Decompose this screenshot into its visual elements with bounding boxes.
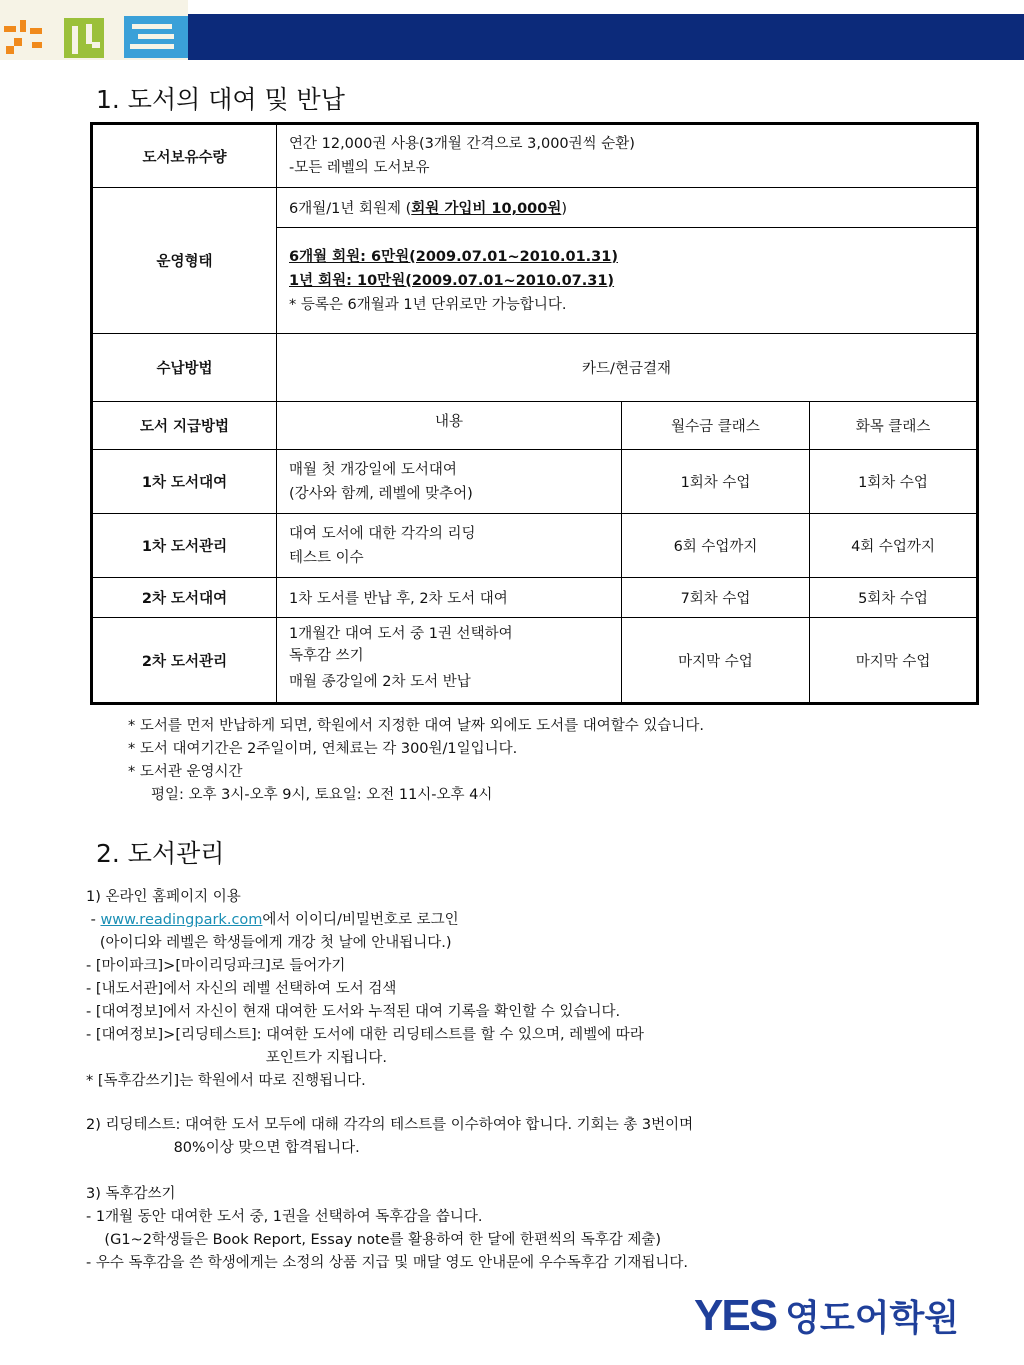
row-label: 1차 도서관리 <box>92 514 277 578</box>
dash: - <box>86 912 101 928</box>
row-mwf: 마지막 수업 <box>622 618 810 704</box>
row-content: 1차 도서를 반납 후, 2차 도서 대여 <box>277 578 622 618</box>
row-tt: 1회차 수업 <box>810 450 978 514</box>
holding-line1: 연간 12,000권 사용(3개월 간격으로 3,000권씩 순환) <box>289 136 635 152</box>
payment-value: 카드/현금결재 <box>277 334 978 402</box>
operation-label: 운영형태 <box>92 188 277 334</box>
table-row <box>92 450 978 514</box>
holding-label: 도서보유수량 <box>92 124 277 188</box>
row-mwf: 7회차 수업 <box>622 578 810 618</box>
p3-line: 3) 독후감쓰기 <box>86 1186 176 1202</box>
p1-line: * [독후감쓰기]는 학원에서 따로 진행됩니다. <box>86 1073 366 1089</box>
holding-line2: -모든 레벨의 도서보유 <box>289 160 430 176</box>
p1-line: - [대여정보]에서 자신이 현재 대여한 도서와 누적된 대여 기록을 확인할 수 있습니다. <box>86 1004 621 1020</box>
yes-logo <box>694 1290 994 1344</box>
section2-title: 2. 도서관리 <box>96 839 225 868</box>
row-tt: 마지막 수업 <box>810 618 978 704</box>
section1-title: 1. 도서의 대여 및 반납 <box>96 85 345 114</box>
row-content <box>277 450 622 514</box>
row-content-line: 매월 첫 개강일에 도서대여 <box>289 461 457 478</box>
p1-line: - [마이파크]>[마이리딩파크]로 들어가기 <box>86 958 346 974</box>
banner-decoration <box>0 0 188 60</box>
p1-line: (아이디와 레벨은 학생들에게 개강 첫 날에 안내됩니다.) <box>86 935 452 951</box>
membership-fee: 회원 가입비 10,000원 <box>411 201 562 217</box>
logo-academy-name: 영도어학원 <box>785 1298 960 1339</box>
membership-cell <box>277 188 978 228</box>
logo-yes: YES <box>694 1291 777 1340</box>
row-content-line: 매월 종강일에 2차 도서 반납 <box>289 674 471 690</box>
row-content <box>277 514 622 578</box>
row-content-line: (강사와 함께, 레벨에 맞추어) <box>289 485 473 502</box>
p1-line: 포인트가 지됩니다. <box>86 1050 388 1066</box>
banner-bar <box>188 14 1024 60</box>
p1-login-line <box>86 909 459 932</box>
header-method: 도서 지급방법 <box>92 402 277 450</box>
p3-line: - 1개월 동안 대여한 도서 중, 1권을 선택하여 독후감을 씁니다. <box>86 1209 483 1225</box>
header-mwf: 월수금 클래스 <box>622 402 810 450</box>
row-content <box>277 618 622 704</box>
p2-line: 2) 리딩테스트: 대여한 도서 모두에 대해 각각의 테스트를 이수하여야 합니다. 기회는 총 3번이며 <box>86 1117 694 1133</box>
row-content-line: 테스트 이수 <box>289 549 364 566</box>
decorative-pattern-icon <box>0 0 188 60</box>
p2-line: 80%이상 맞으면 합격됩니다. <box>86 1140 360 1156</box>
p3-line: (G1~2학생들은 Book Report, Essay note를 활용하여 한 달에 한편씩의 독후감 제출) <box>86 1232 661 1248</box>
row-content-line: 독후감 쓰기 <box>289 648 364 664</box>
row-label: 2차 도서관리 <box>92 618 277 704</box>
rental-table <box>90 122 979 705</box>
row-tt: 5회차 수업 <box>810 578 978 618</box>
membership-terms <box>277 228 978 334</box>
row-label: 2차 도서대여 <box>92 578 277 618</box>
membership-suffix: ) <box>561 201 568 217</box>
top-banner <box>0 0 1024 60</box>
header-tt: 화목 클래스 <box>810 402 978 450</box>
header-content: 내용 <box>277 402 622 450</box>
row-tt: 4회 수업까지 <box>810 514 978 578</box>
membership-prefix: 6개월/1년 회원제 ( <box>289 201 412 217</box>
payment-label: 수납방법 <box>92 334 277 402</box>
row-mwf: 1회차 수업 <box>622 450 810 514</box>
row-mwf: 6회 수업까지 <box>622 514 810 578</box>
p1-line: - [대여정보]>[리딩테스트]: 대여한 도서에 대한 리딩테스트를 할 수 있으며, 레벨에 따라 <box>86 1027 644 1043</box>
row-content-line: 1개월간 대여 도서 중 1권 선택하여 <box>289 626 513 642</box>
table-row <box>92 618 978 704</box>
six-month-term: 6개월 회원: 6만원(2009.07.01~2010.01.31) <box>289 248 618 265</box>
note: * 도서 대여기간은 2주일이며, 연체료는 각 300원/1일입니다. <box>128 741 518 757</box>
table-row <box>92 514 978 578</box>
note: * 도서를 먼저 반납하게 되면, 학원에서 지정한 대여 날짜 외에도 도서를 대여할수 있습니다. <box>128 718 705 734</box>
table-row <box>92 578 978 618</box>
table-row <box>92 188 978 228</box>
table-row <box>92 124 978 188</box>
row-content-line: 대여 도서에 대한 각각의 리딩 <box>289 525 476 542</box>
register-note: * 등록은 6개월과 1년 단위로만 가능합니다. <box>289 296 567 313</box>
table-row <box>92 334 978 402</box>
login-text: 에서 이이디/비밀번호로 로그인 <box>262 912 459 928</box>
one-year-term: 1년 회원: 10만원(2009.07.01~2010.07.31) <box>289 272 615 289</box>
readingpark-link[interactable]: www.readingpark.com <box>100 912 263 928</box>
p1-title: 1) 온라인 홈페이지 이용 <box>86 889 241 905</box>
note: 평일: 오후 3시-오후 9시, 토요일: 오전 11시-오후 4시 <box>128 787 493 803</box>
p3-line: - 우수 독후감을 쓴 학생에게는 소정의 상품 지급 및 매달 영도 안내문에 우수독후감 기재됩니다. <box>86 1255 689 1271</box>
holding-content <box>277 124 978 188</box>
p1-line: - [내도서관]에서 자신의 레벨 선택하여 도서 검색 <box>86 981 397 997</box>
row-label: 1차 도서대여 <box>92 450 277 514</box>
note: * 도서관 운영시간 <box>128 764 243 780</box>
table-header-row <box>92 402 978 450</box>
